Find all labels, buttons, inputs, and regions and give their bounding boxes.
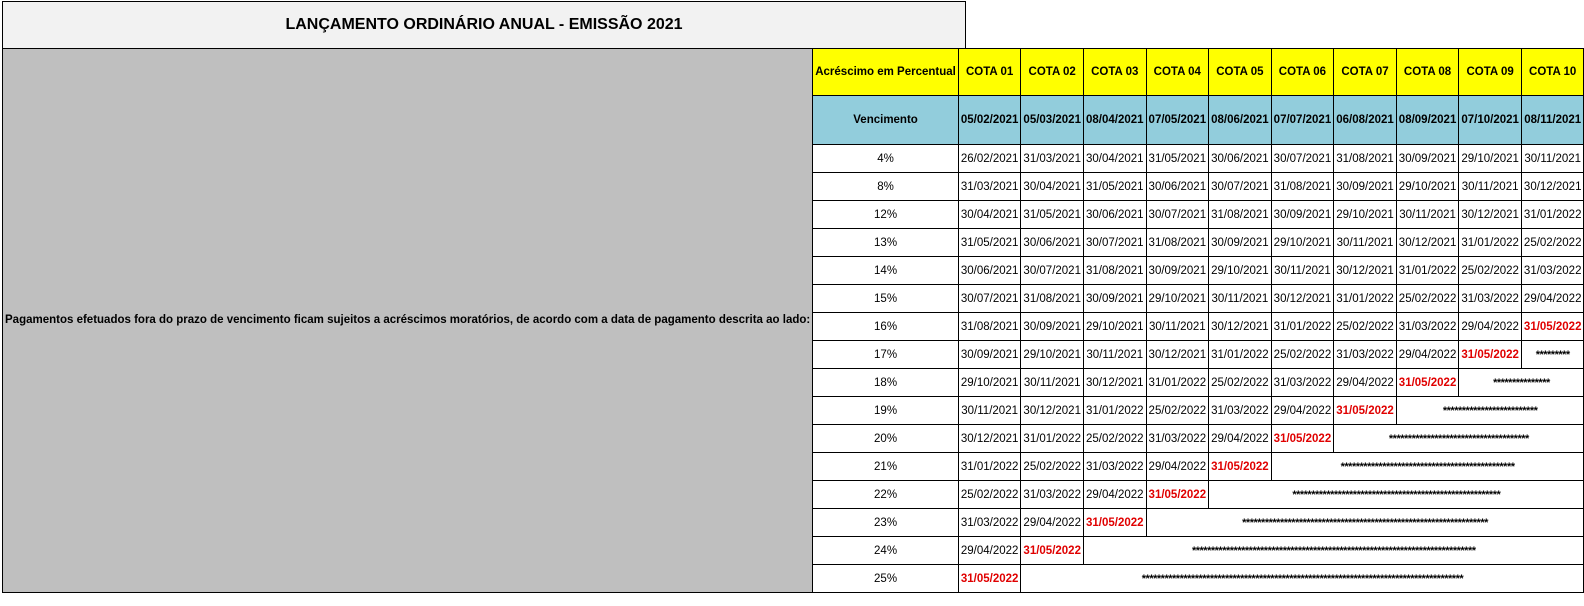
date-cell: 30/07/2021 [1083, 229, 1146, 257]
date-cell: 26/02/2021 [958, 145, 1021, 173]
date-cell: 30/12/2021 [1334, 257, 1397, 285]
date-cell: 30/12/2021 [1521, 173, 1584, 201]
date-cell: 31/05/2021 [958, 229, 1021, 257]
vencimento-date-4: 07/05/2021 [1146, 96, 1209, 145]
percent-cell: 13% [813, 229, 959, 257]
date-cell: 30/12/2021 [1396, 229, 1459, 257]
date-cell: 30/04/2021 [1021, 173, 1084, 201]
date-cell: 31/01/2022 [1083, 397, 1146, 425]
date-cell: 30/09/2021 [1396, 145, 1459, 173]
date-cell: 31/03/2022 [1083, 453, 1146, 481]
page-title: LANÇAMENTO ORDINÁRIO ANUAL - EMISSÃO 2021 [2, 1, 966, 49]
percent-cell: 19% [813, 397, 959, 425]
date-cell: 25/02/2022 [1146, 397, 1209, 425]
date-cell: 25/02/2022 [1271, 341, 1334, 369]
date-cell: 30/06/2021 [1146, 173, 1209, 201]
deadline-date-cell: 31/05/2022 [1271, 425, 1334, 453]
date-cell: 25/02/2022 [1021, 453, 1084, 481]
deadline-date-cell: 31/05/2022 [1396, 369, 1459, 397]
filler-asterisks: *************** [1459, 369, 1584, 397]
deadline-date-cell: 31/05/2022 [1083, 509, 1146, 537]
vencimento-date-3: 08/04/2021 [1083, 96, 1146, 145]
date-cell: 29/04/2022 [1271, 397, 1334, 425]
percent-cell: 25% [813, 565, 959, 593]
date-cell: 31/03/2022 [1209, 397, 1272, 425]
date-cell: 31/05/2021 [1021, 201, 1084, 229]
side-note: Pagamentos efetuados fora do prazo de vencimento ficam sujeitos a acréscimos moratórios, de acordo com a data de pagamento descrita ao lado: [3, 49, 813, 593]
date-cell: 31/08/2021 [1209, 201, 1272, 229]
percent-cell: 12% [813, 201, 959, 229]
date-cell: 30/04/2021 [958, 201, 1021, 229]
date-cell: 29/04/2022 [1083, 481, 1146, 509]
date-cell: 30/11/2021 [1271, 257, 1334, 285]
payment-schedule-table [2, 48, 1584, 593]
percent-cell: 21% [813, 453, 959, 481]
date-cell: 30/07/2021 [1271, 145, 1334, 173]
date-cell: 30/06/2021 [1083, 201, 1146, 229]
filler-asterisks: ************************************* [1334, 425, 1584, 453]
cota-header-3: COTA 03 [1083, 49, 1146, 96]
vencimento-date-8: 08/09/2021 [1396, 96, 1459, 145]
date-cell: 29/04/2022 [1521, 285, 1584, 313]
filler-asterisks: ************************* [1396, 397, 1584, 425]
date-cell: 29/10/2021 [1209, 257, 1272, 285]
date-cell: 30/07/2021 [1021, 257, 1084, 285]
date-cell: 30/07/2021 [1209, 173, 1272, 201]
date-cell: 30/09/2021 [1083, 285, 1146, 313]
date-cell: 30/12/2021 [1459, 201, 1522, 229]
deadline-date-cell: 31/05/2022 [1209, 453, 1272, 481]
date-cell: 30/12/2021 [958, 425, 1021, 453]
date-cell: 30/06/2021 [958, 257, 1021, 285]
date-cell: 31/03/2021 [1021, 145, 1084, 173]
date-cell: 31/08/2021 [1334, 145, 1397, 173]
filler-asterisks: ******************************************************* [1209, 481, 1584, 509]
header-row-cotas [3, 49, 1584, 96]
date-cell: 31/05/2021 [1083, 173, 1146, 201]
percent-cell: 23% [813, 509, 959, 537]
date-cell: 29/10/2021 [1334, 201, 1397, 229]
percent-cell: 4% [813, 145, 959, 173]
date-cell: 30/12/2021 [1083, 369, 1146, 397]
date-cell: 29/10/2021 [1021, 341, 1084, 369]
date-cell: 30/11/2021 [958, 397, 1021, 425]
date-cell: 31/01/2022 [1209, 341, 1272, 369]
date-cell: 30/11/2021 [1521, 145, 1584, 173]
date-cell: 29/10/2021 [1396, 173, 1459, 201]
date-cell: 25/02/2022 [1083, 425, 1146, 453]
date-cell: 31/03/2022 [1271, 369, 1334, 397]
percent-cell: 18% [813, 369, 959, 397]
date-cell: 25/02/2022 [1334, 313, 1397, 341]
percent-cell: 14% [813, 257, 959, 285]
vencimento-date-1: 05/02/2021 [958, 96, 1021, 145]
date-cell: 31/03/2022 [958, 509, 1021, 537]
deadline-date-cell: 31/05/2022 [1521, 313, 1584, 341]
date-cell: 30/04/2021 [1083, 145, 1146, 173]
vencimento-date-2: 05/03/2021 [1021, 96, 1084, 145]
date-cell: 31/08/2021 [1271, 173, 1334, 201]
date-cell: 31/03/2022 [1459, 285, 1522, 313]
date-cell: 31/03/2022 [1334, 341, 1397, 369]
date-cell: 30/11/2021 [1209, 285, 1272, 313]
cota-header-8: COTA 08 [1396, 49, 1459, 96]
vencimento-date-7: 06/08/2021 [1334, 96, 1397, 145]
cota-header-7: COTA 07 [1334, 49, 1397, 96]
date-cell: 29/04/2022 [1459, 313, 1522, 341]
date-cell: 30/12/2021 [1271, 285, 1334, 313]
date-cell: 29/04/2022 [1146, 453, 1209, 481]
filler-asterisks: ***************************************************************** [1146, 509, 1584, 537]
deadline-date-cell: 31/05/2022 [958, 565, 1021, 593]
date-cell: 30/07/2021 [1146, 201, 1209, 229]
date-cell: 30/11/2021 [1083, 341, 1146, 369]
percent-cell: 15% [813, 285, 959, 313]
percent-cell: 16% [813, 313, 959, 341]
date-cell: 31/01/2022 [1459, 229, 1522, 257]
date-cell: 31/01/2022 [1396, 257, 1459, 285]
cota-header-4: COTA 04 [1146, 49, 1209, 96]
date-cell: 30/09/2021 [1209, 229, 1272, 257]
date-cell: 30/09/2021 [958, 341, 1021, 369]
date-cell: 29/04/2022 [1209, 425, 1272, 453]
deadline-date-cell: 31/05/2022 [1146, 481, 1209, 509]
date-cell: 30/12/2021 [1146, 341, 1209, 369]
percent-cell: 20% [813, 425, 959, 453]
date-cell: 31/03/2022 [1521, 257, 1584, 285]
date-cell: 29/10/2021 [1083, 313, 1146, 341]
date-cell: 30/12/2021 [1021, 397, 1084, 425]
date-cell: 30/11/2021 [1459, 173, 1522, 201]
filler-asterisks: ************************************************************************************* [1021, 565, 1584, 593]
vencimento-header: Vencimento [813, 96, 959, 145]
date-cell: 30/09/2021 [1271, 201, 1334, 229]
date-cell: 25/02/2022 [958, 481, 1021, 509]
date-cell: 30/09/2021 [1334, 173, 1397, 201]
filler-asterisks: *************************************************************************** [1083, 537, 1584, 565]
filler-asterisks: ********* [1521, 341, 1584, 369]
date-cell: 30/09/2021 [1146, 257, 1209, 285]
cota-header-9: COTA 09 [1459, 49, 1522, 96]
date-cell: 31/08/2021 [1021, 285, 1084, 313]
date-cell: 25/02/2022 [1459, 257, 1522, 285]
deadline-date-cell: 31/05/2022 [1334, 397, 1397, 425]
cota-header-2: COTA 02 [1021, 49, 1084, 96]
acrescimo-header: Acréscimo em Percentual [813, 49, 959, 96]
filler-asterisks: ********************************************** [1271, 453, 1584, 481]
date-cell: 29/10/2021 [1271, 229, 1334, 257]
cota-header-6: COTA 06 [1271, 49, 1334, 96]
date-cell: 31/01/2022 [1271, 313, 1334, 341]
vencimento-date-9: 07/10/2021 [1459, 96, 1522, 145]
percent-cell: 17% [813, 341, 959, 369]
vencimento-date-6: 07/07/2021 [1271, 96, 1334, 145]
date-cell: 31/03/2022 [1396, 313, 1459, 341]
date-cell: 30/11/2021 [1334, 229, 1397, 257]
date-cell: 30/11/2021 [1021, 369, 1084, 397]
deadline-date-cell: 31/05/2022 [1021, 537, 1084, 565]
date-cell: 29/04/2022 [1334, 369, 1397, 397]
date-cell: 31/01/2022 [1521, 201, 1584, 229]
date-cell: 30/11/2021 [1146, 313, 1209, 341]
date-cell: 30/07/2021 [958, 285, 1021, 313]
vencimento-date-10: 08/11/2021 [1521, 96, 1584, 145]
date-cell: 31/08/2021 [958, 313, 1021, 341]
date-cell: 29/04/2022 [1396, 341, 1459, 369]
date-cell: 31/01/2022 [1146, 369, 1209, 397]
date-cell: 25/02/2022 [1521, 229, 1584, 257]
date-cell: 29/10/2021 [1146, 285, 1209, 313]
date-cell: 30/12/2021 [1209, 313, 1272, 341]
deadline-date-cell: 31/05/2022 [1459, 341, 1522, 369]
date-cell: 30/09/2021 [1021, 313, 1084, 341]
percent-cell: 22% [813, 481, 959, 509]
cota-header-10: COTA 10 [1521, 49, 1584, 96]
date-cell: 31/08/2021 [1083, 257, 1146, 285]
vencimento-date-5: 08/06/2021 [1209, 96, 1272, 145]
date-cell: 30/11/2021 [1396, 201, 1459, 229]
cota-header-5: COTA 05 [1209, 49, 1272, 96]
cota-header-1: COTA 01 [958, 49, 1021, 96]
date-cell: 29/10/2021 [958, 369, 1021, 397]
percent-cell: 24% [813, 537, 959, 565]
document [2, 1, 1582, 602]
date-cell: 30/06/2021 [1209, 145, 1272, 173]
date-cell: 29/10/2021 [1459, 145, 1522, 173]
date-cell: 31/01/2022 [1334, 285, 1397, 313]
date-cell: 25/02/2022 [1209, 369, 1272, 397]
date-cell: 31/03/2022 [1146, 425, 1209, 453]
date-cell: 31/01/2022 [1021, 425, 1084, 453]
date-cell: 31/01/2022 [958, 453, 1021, 481]
date-cell: 31/03/2022 [1021, 481, 1084, 509]
date-cell: 29/04/2022 [958, 537, 1021, 565]
date-cell: 31/03/2021 [958, 173, 1021, 201]
date-cell: 29/04/2022 [1021, 509, 1084, 537]
date-cell: 30/06/2021 [1021, 229, 1084, 257]
percent-cell: 8% [813, 173, 959, 201]
date-cell: 31/08/2021 [1146, 229, 1209, 257]
date-cell: 25/02/2022 [1396, 285, 1459, 313]
date-cell: 31/05/2021 [1146, 145, 1209, 173]
